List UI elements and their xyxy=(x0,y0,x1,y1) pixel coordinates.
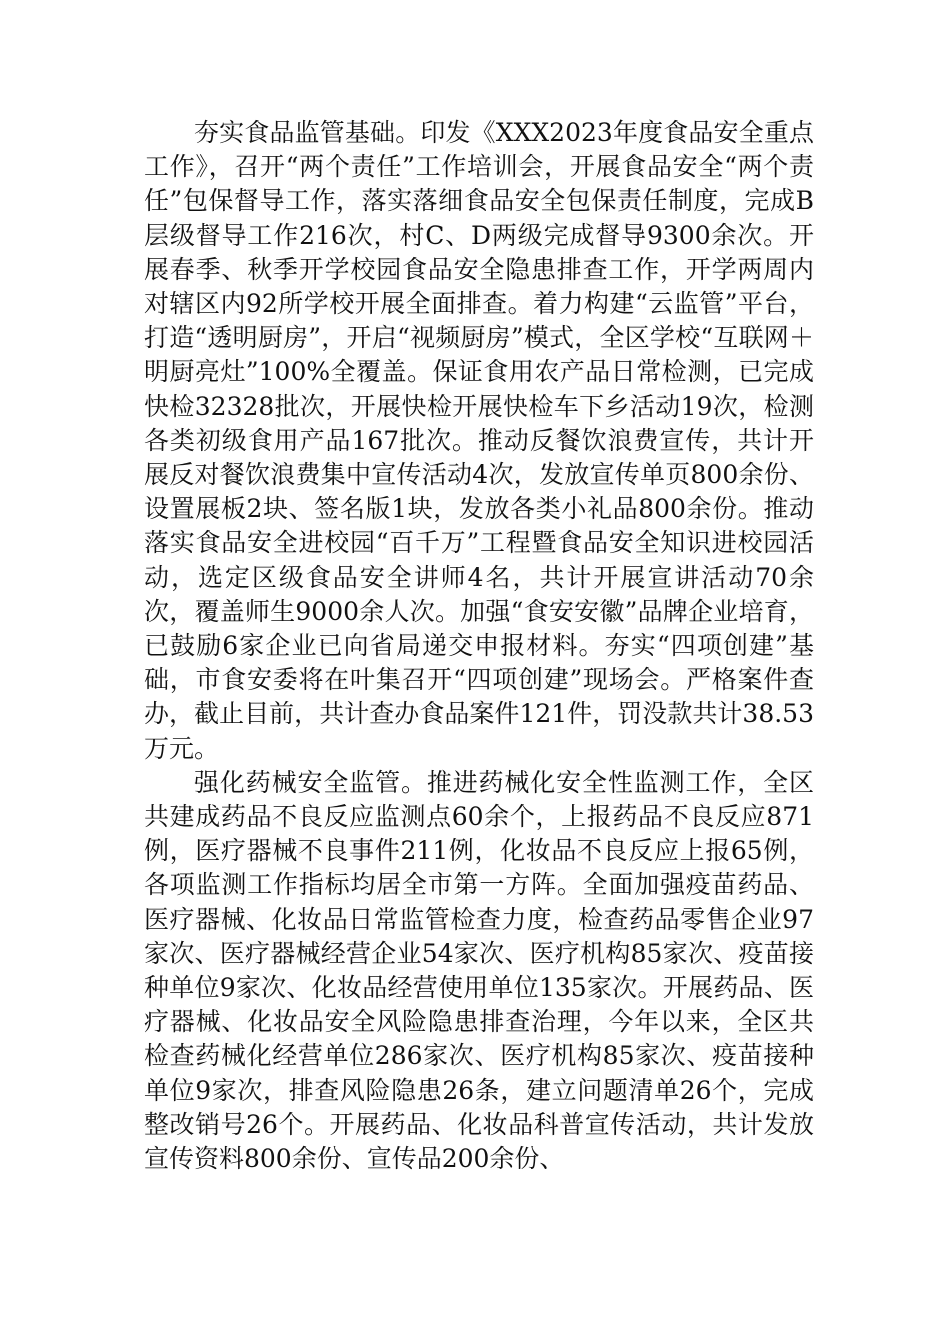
document-body xyxy=(144,116,814,1176)
paragraph-food-safety: 夯实食品监管基础。印发《XXX2023年度食品安全重点工作》，召开“两个责任”工作培训会，开展食品安全“两个责任”包保督导工作，落实落细食品安全包保责任制度，完成B层级督导工作216次，村C、D两级完成督导9300余次。开展春季、秋季开学校园食品安全隐患排查工作，开学两周内对辖区内92所学校开展全面排查。着力构建“云监管”平台，打造“透明厨房”，开启“视频厨房”模式，全区学校“互联网＋明厨亮灶”100%全覆盖。保证食用农产品日常检测，已完成快检32328批次，开展快检开展快检车下乡活动19次，检测各类初级食用产品167批次。推动反餐饮浪费宣传，共计开展反对餐饮浪费集中宣传活动4次，发放宣传单页800余份、设置展板2块、签名版1块，发放各类小礼品800余份。推动落实食品安全进校园“百千万”工程暨食品安全知识进校园活动，选定区级食品安全讲师4名，共计开展宣讲活动70余次，覆盖师生9000余人次。加强“食安安徽”品牌企业培育，已鼓励6家企业已向省局递交申报材料。夯实“四项创建”基础，市食安委将在叶集召开“四项创建”现场会。严格案件查办，截止目前，共计查办食品案件121件，罚没款共计38.53万元。 xyxy=(144,118,814,763)
paragraph-drug-safety: 强化药械安全监管。推进药械化安全性监测工作，全区共建成药品不良反应监测点60余个，上报药品不良反应871例，医疗器械不良事件211例，化妆品不良反应上报65例，各项监测工作指标均居全市第一方阵。全面加强疫苗药品、医疗器械、化妆品日常监管检查力度，检查药品零售企业97家次、医疗器械经营企业54家次、医疗机构85家次、疫苗接种单位9家次、化妆品经营使用单位135家次。开展药品、医疗器械、化妆品安全风险隐患排查治理，今年以来，全区共检查药械化经营单位286家次、医疗机构85家次、疫苗接种单位9家次，排查风险隐患26条，建立问题清单26个，完成整改销号26个。开展药品、化妆品科普宣传活动，共计发放宣传资料800余份、宣传品200余份、 xyxy=(144,767,814,1174)
